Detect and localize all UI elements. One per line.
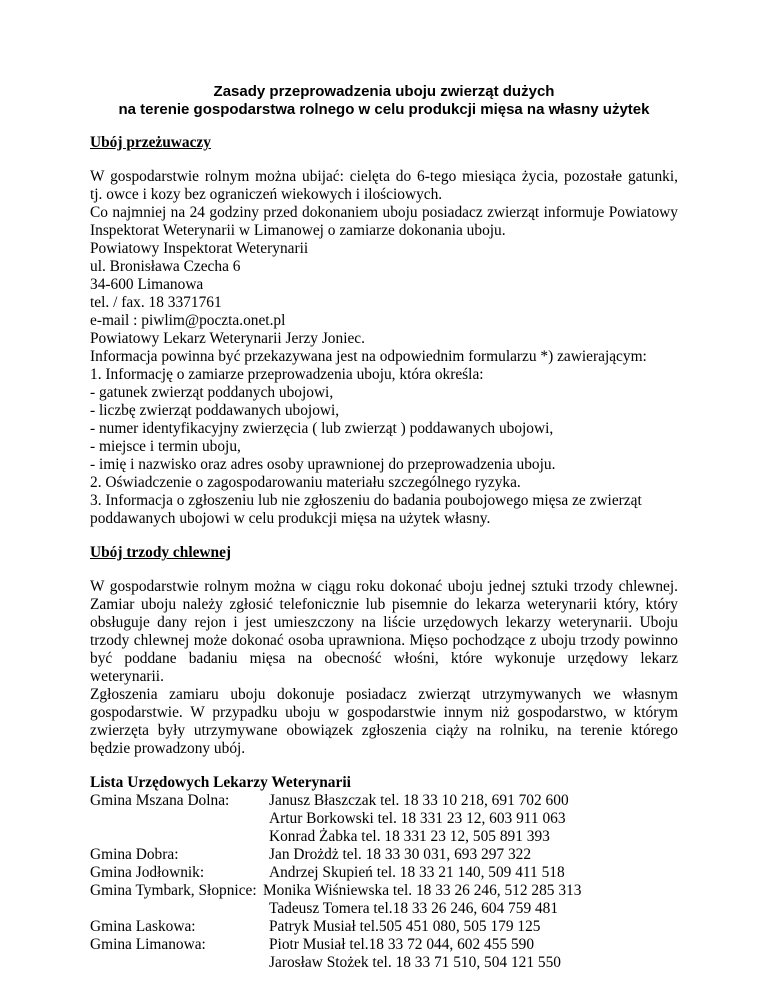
inspectorate-street: ul. Bronisława Czecha 6 [90, 258, 241, 275]
paragraph-line: tj. owce i kozy bez ograniczeń wiekowych i ilościowych. [90, 186, 443, 203]
vet-entry: Patryk Musiał tel.505 451 080, 505 179 125 [269, 918, 541, 935]
vet-entry: Artur Borkowski tel. 18 331 23 12, 603 911 063 [269, 810, 566, 827]
inspectorate-name: Powiatowy Inspektorat Weterynarii [90, 240, 309, 257]
vet-gmina: Gmina Mszana Dolna: [90, 792, 230, 809]
document-title-line-2: na terenie gospodarstwa rolnego w celu produkcji mięsa na własny użytek [118, 101, 650, 118]
inspectorate-city: 34-600 Limanowa [90, 276, 204, 293]
list-item: 3. Informacja o zgłoszeniu lub nie zgłoszeniu do badania poubojowego mięsa ze zwierząt [90, 492, 642, 509]
list-item: - numer identyfikacyjny zwierzęcia ( lub zwierząt ) poddawanych ubojowi, [90, 420, 554, 437]
paragraph-line: Inspektorat Weterynarii w Limanowej o zamiarze dokonania uboju. [90, 222, 506, 239]
vet-entry: Tadeusz Tomera tel.18 33 26 246, 604 759 481 [269, 900, 559, 917]
paragraph-line: W gospodarstwie rolnym można w ciągu roku dokonać uboju jednej sztuki trzody chlewnej. [90, 578, 678, 595]
paragraph-line: Zamiar uboju należy zgłosić telefonicznie lub pisemnie do lekarza weterynarii który, który [90, 596, 678, 613]
vet-gmina: Gmina Jodłownik: [90, 864, 205, 881]
vet-entry: Andrzej Skupień tel. 18 33 21 140, 509 411 518 [269, 864, 565, 881]
paragraph-line: Zgłoszenia zamiaru uboju dokonuje posiadacz zwierząt utrzymywanych we własnym [90, 686, 678, 703]
list-item: - imię i nazwisko oraz adres osoby uprawnionej do przeprowadzenia uboju. [90, 456, 556, 473]
vet-entry: Janusz Błaszczak tel. 18 33 10 218, 691 702 600 [269, 792, 569, 809]
inspectorate-email: e-mail : piwlim@poczta.onet.pl [90, 312, 286, 329]
vet-gmina: Gmina Limanowa: [90, 936, 206, 953]
document-title-line-1: Zasady przeprowadzenia uboju zwierząt dużych [213, 83, 555, 100]
chief-vet: Powiatowy Lekarz Weterynarii Jerzy Joniec. [90, 330, 365, 347]
paragraph-line: będzie prowadzony ubój. [90, 740, 246, 757]
paragraph-line: W gospodarstwie rolnym można ubijać: cielęta do 6-tego miesiąca życia, pozostałe gatunki, [90, 168, 678, 185]
paragraph-line: trzody chlewnej może dokonać osoba uprawniona. Mięso pochodzące z uboju trzody powinno [90, 632, 678, 649]
paragraph-line: obsługuje dany rejon i jest umieszczony na liście urzędowych lekarzy weterynarii. Uboju [90, 614, 678, 631]
vet-entry: Piotr Musiał tel.18 33 72 044, 602 455 590 [269, 936, 535, 953]
vet-entry: Monika Wiśniewska tel. 18 33 26 246, 512 285 313 [263, 882, 582, 899]
vet-entry: Konrad Żabka tel. 18 331 23 12, 505 891 393 [269, 828, 550, 845]
vet-entry: Jan Drożdż tel. 18 33 30 031, 693 297 322 [269, 846, 532, 863]
paragraph-line: Informacja powinna być przekazywana jest na odpowiednim formularzu *) zawierającym: [90, 348, 647, 365]
section-heading-pigs: Ubój trzody chlewnej [90, 544, 232, 561]
section-heading-ruminants: Ubój przeżuwaczy [90, 134, 211, 151]
paragraph-line: być poddane badaniu mięsa na obecność włośni, które wykonuje urzędowy lekarz [90, 650, 678, 667]
list-item: - gatunek zwierząt poddanych ubojowi, [90, 384, 334, 401]
vet-gmina: Gmina Laskowa: [90, 918, 196, 935]
vet-list-heading: Lista Urzędowych Lekarzy Weterynarii [90, 774, 351, 791]
paragraph-line: Co najmniej na 24 godziny przed dokonaniem uboju posiadacz zwierząt informuje Powiatowy [90, 204, 678, 221]
inspectorate-phone: tel. / fax. 18 3371761 [90, 294, 222, 311]
list-item: 1. Informację o zamiarze przeprowadzenia uboju, która określa: [90, 366, 484, 383]
vet-entry: Jarosław Stożek tel. 18 33 71 510, 504 121 550 [269, 954, 561, 971]
paragraph-line: weterynarii. [90, 668, 164, 685]
vet-gmina: Gmina Dobra: [90, 846, 179, 863]
list-item: - miejsce i termin uboju, [90, 438, 241, 455]
vet-gmina: Gmina Tymbark, Słopnice: [90, 882, 257, 899]
paragraph-line: gospodarstwie. W przypadku uboju w gospodarstwie innym niż gospodarstwo, w którym [90, 704, 678, 721]
list-item: poddawanych ubojowi w celu produkcji mięsa na użytek własny. [90, 510, 491, 527]
list-item: 2. Oświadczenie o zagospodarowaniu materiału szczególnego ryzyka. [90, 474, 521, 491]
paragraph-line: zwierzęta były utrzymywane obowiązek zgłoszenia ciąży na rolniku, na terenie którego [90, 722, 678, 739]
list-item: - liczbę zwierząt poddawanych ubojowi, [90, 402, 340, 419]
